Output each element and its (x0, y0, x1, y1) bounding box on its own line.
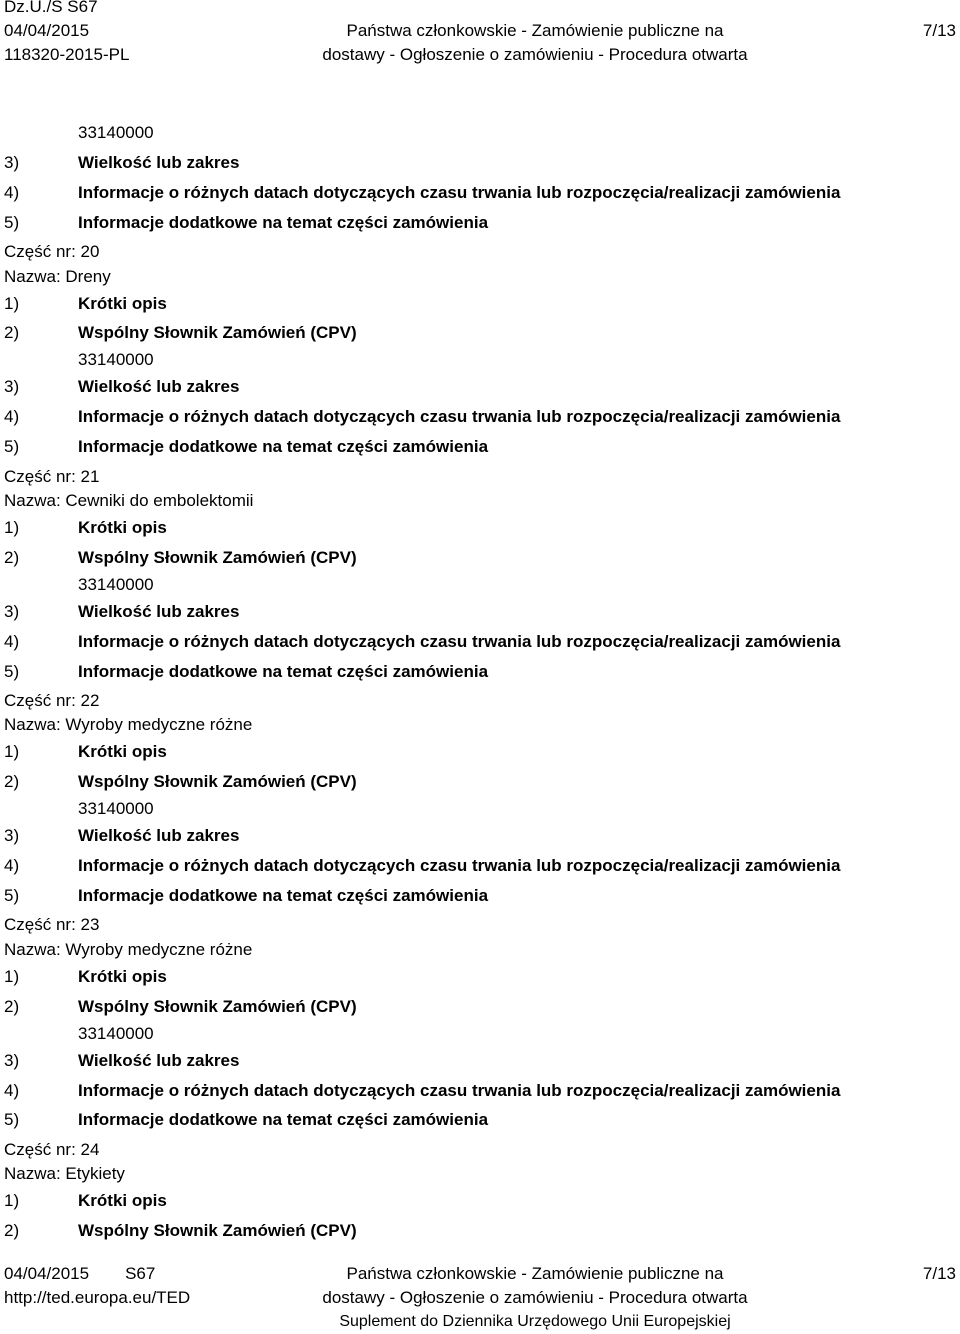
item-label: Informacje dodatkowe na temat części zamówienia (78, 437, 489, 457)
item-number: 1) (4, 966, 20, 986)
section-item-5 (4, 208, 954, 238)
item-number: 2) (4, 1221, 20, 1241)
item-number: 4) (4, 407, 20, 427)
header-page-number: 7/13 (922, 21, 956, 40)
document-body (4, 118, 954, 1246)
lot-number: Część nr: 21 (4, 466, 100, 486)
section-item-5 (4, 657, 954, 687)
section-item-4 (4, 627, 954, 657)
section-item-4 (4, 851, 954, 881)
footer-page-number: 7/13 (922, 1264, 956, 1283)
item-label: Krótki opis (78, 517, 167, 537)
item-label: Krótki opis (78, 742, 167, 762)
footer-title (290, 1262, 780, 1334)
item-label: Informacje dodatkowe na temat części zamówienia (78, 212, 489, 232)
lot-name: Nazwa: Wyroby medyczne różne (4, 939, 253, 959)
header-title-line1: Państwa członkowskie - Zamówienie publiczne na (346, 21, 724, 40)
item-label: Wspólny Słownik Zamówień (CPV) (78, 1221, 357, 1241)
item-number: 4) (4, 631, 20, 651)
lot-number: Część nr: 22 (4, 690, 100, 710)
section-item-5 (4, 432, 954, 462)
cpv-code: 33140000 (78, 1023, 154, 1043)
section-item-1 (4, 962, 954, 992)
item-label: Krótki opis (78, 293, 167, 313)
section-item-5 (4, 881, 954, 911)
section-item-4 (4, 1076, 954, 1106)
section-item-1 (4, 513, 954, 543)
section-item-3 (4, 372, 954, 402)
item-number: 5) (4, 212, 20, 232)
section-item-1 (4, 737, 954, 767)
item-number: 5) (4, 437, 20, 457)
footer-url[interactable]: http://ted.europa.eu/TED (4, 1288, 191, 1307)
item-label: Krótki opis (78, 966, 167, 986)
cpv-code: 33140000 (78, 574, 154, 594)
header-left (4, 0, 129, 67)
section-item-5 (4, 1105, 954, 1135)
item-number: 1) (4, 742, 20, 762)
item-label: Krótki opis (78, 1191, 167, 1211)
item-label: Wspólny Słownik Zamówień (CPV) (78, 323, 357, 343)
footer-supplement: Suplement do Dziennika Urzędowego Unii Europejskiej (339, 1313, 731, 1330)
journal-ref: Dz.U./S S67 (4, 0, 98, 16)
item-number: 4) (4, 856, 20, 876)
item-number: 2) (4, 547, 20, 567)
footer-title-line1: Państwa członkowskie - Zamówienie publiczne na (346, 1264, 724, 1283)
section-item-4 (4, 178, 954, 208)
item-label: Wspólny Słownik Zamówień (CPV) (78, 547, 357, 567)
item-number: 1) (4, 293, 20, 313)
cpv-code: 33140000 (78, 122, 154, 142)
section-item-2 (4, 318, 954, 348)
item-number: 5) (4, 1110, 20, 1130)
item-label: Informacje dodatkowe na temat części zamówienia (78, 885, 489, 905)
lot-name: Nazwa: Wyroby medyczne różne (4, 715, 253, 735)
section-item-3 (4, 148, 954, 178)
section-item-2 (4, 767, 954, 797)
item-label: Informacje o różnych datach dotyczących czasu trwania lub rozpoczęcia/realizacji zamówienia (78, 856, 841, 876)
footer-title-line2: dostawy - Ogłoszenie o zamówieniu - Procedura otwarta (322, 1288, 748, 1307)
item-number: 2) (4, 996, 20, 1016)
item-label: Informacje o różnych datach dotyczących czasu trwania lub rozpoczęcia/realizacji zamówienia (78, 1080, 841, 1100)
cpv-code: 33140000 (78, 799, 154, 819)
item-number: 3) (4, 1050, 20, 1070)
footer-series: S67 (125, 1264, 156, 1283)
document-id: 118320-2015-PL (4, 45, 130, 64)
item-label: Wielkość lub zakres (78, 1050, 240, 1070)
page-footer (0, 1262, 960, 1334)
section-item-4 (4, 402, 954, 432)
section-item-2 (4, 1216, 954, 1246)
cpv-code: 33140000 (78, 350, 154, 370)
item-label: Informacje o różnych datach dotyczących czasu trwania lub rozpoczęcia/realizacji zamówienia (78, 631, 841, 651)
item-label: Informacje dodatkowe na temat części zamówienia (78, 661, 489, 681)
item-number: 3) (4, 152, 20, 172)
item-label: Wielkość lub zakres (78, 826, 240, 846)
item-number: 1) (4, 1191, 20, 1211)
lot-block (4, 464, 954, 686)
section-item-2 (4, 543, 954, 573)
item-number: 5) (4, 885, 20, 905)
lot-name: Nazwa: Dreny (4, 266, 111, 286)
item-label: Wielkość lub zakres (78, 152, 240, 172)
item-number: 2) (4, 323, 20, 343)
section-item-1 (4, 1186, 954, 1216)
lot-number: Część nr: 23 (4, 915, 100, 935)
item-label: Wielkość lub zakres (78, 377, 240, 397)
item-number: 1) (4, 517, 20, 537)
item-number: 4) (4, 182, 20, 202)
section-item-3 (4, 597, 954, 627)
item-label: Wielkość lub zakres (78, 601, 240, 621)
lot-name: Nazwa: Cewniki do embolektomii (4, 491, 254, 511)
item-label: Informacje dodatkowe na temat części zamówienia (78, 1110, 489, 1130)
item-number: 5) (4, 661, 20, 681)
section-item-2 (4, 992, 954, 1022)
lot-number: Część nr: 24 (4, 1139, 100, 1159)
footer-date-series (4, 1262, 155, 1286)
header-title-line2: dostawy - Ogłoszenie o zamówieniu - Procedura otwarta (322, 45, 748, 64)
section-item-1 (4, 289, 954, 319)
lot-block (4, 688, 954, 910)
lot-block (4, 913, 954, 1135)
item-label: Informacje o różnych datach dotyczących czasu trwania lub rozpoczęcia/realizacji zamówienia (78, 182, 841, 202)
lot-block (4, 240, 954, 462)
page-header (0, 0, 960, 70)
section-item-3 (4, 1046, 954, 1076)
item-number: 3) (4, 826, 20, 846)
item-label: Informacje o różnych datach dotyczących czasu trwania lub rozpoczęcia/realizacji zamówienia (78, 407, 841, 427)
header-title (290, 19, 780, 67)
lot-name: Nazwa: Etykiety (4, 1164, 125, 1184)
item-number: 3) (4, 377, 20, 397)
footer-date: 04/04/2015 (4, 1264, 90, 1283)
item-number: 3) (4, 601, 20, 621)
lot-number: Część nr: 20 (4, 242, 100, 262)
item-number: 2) (4, 772, 20, 792)
item-label: Wspólny Słownik Zamówień (CPV) (78, 996, 357, 1016)
section-item-3 (4, 821, 954, 851)
item-number: 4) (4, 1080, 20, 1100)
item-label: Wspólny Słownik Zamówień (CPV) (78, 772, 357, 792)
lot-block (4, 1137, 954, 1246)
header-date: 04/04/2015 (4, 21, 90, 40)
